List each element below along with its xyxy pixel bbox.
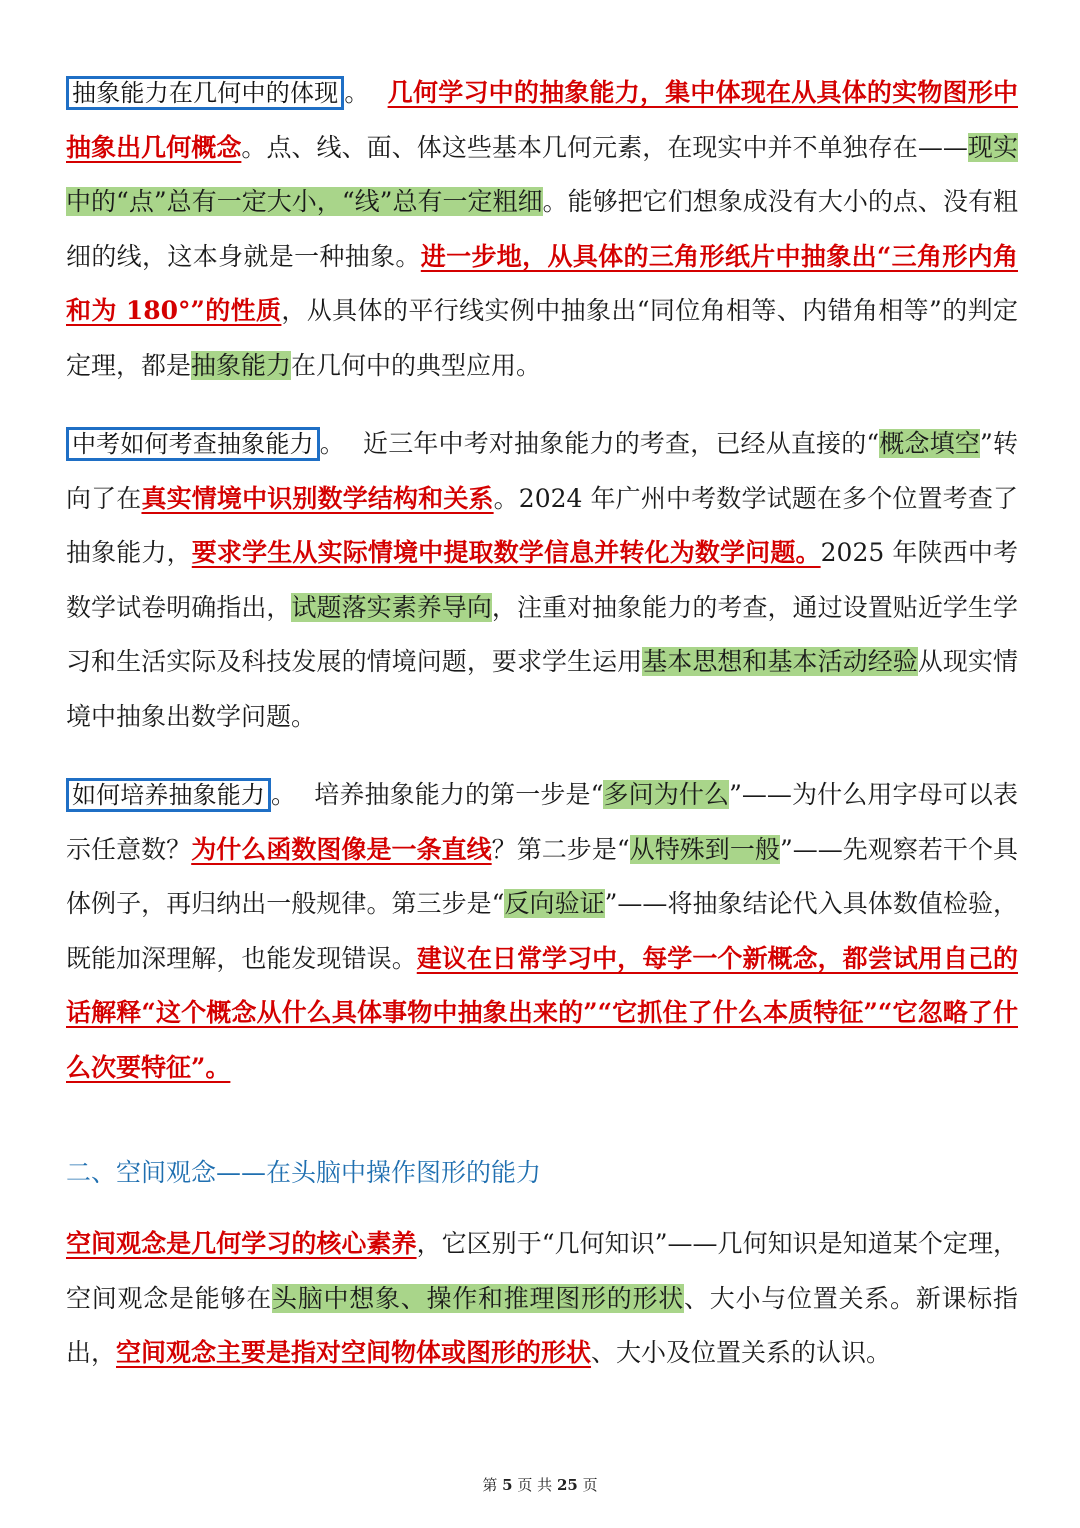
body-text: 、大小及位置关系的认识。 <box>591 1338 892 1367</box>
footer-middle: 页 共 <box>517 1476 553 1494</box>
red-emphasis: 几何学习中的抽象能力，集中体现在从具体的实物图形中抽象出几何概念 <box>66 78 1018 162</box>
green-highlight: 多问为什么 <box>603 780 730 809</box>
green-highlight: 基本思想和基本活动经验 <box>642 647 918 676</box>
label-period: 。 <box>344 78 370 107</box>
green-highlight: 反向验证 <box>504 889 605 918</box>
red-emphasis: 真实情境中识别数学结构和关系 <box>141 483 494 513</box>
body-text: 从现实情境中抽象出数学问题。 <box>66 647 1018 731</box>
green-highlight: 头脑中想象、操作和推理图形的形状 <box>272 1283 684 1313</box>
body-text: 在几何中的典型应用。 <box>291 350 542 380</box>
section-label-box: 如何培养抽象能力 <box>66 778 271 812</box>
body-text: ”——为什么用字母可以表示任意数？ <box>66 780 1018 864</box>
red-emphasis: 为什么函数图像是一条直线 <box>191 834 492 864</box>
body-text: 2025 年陕西中考数学试卷明确指出， <box>66 538 1018 622</box>
body-text: 。能够把它们想象成没有大小的点、没有粗细的线，这本身就是一种抽象。 <box>66 187 1018 271</box>
red-emphasis: 建议在日常学习中，每学一个新概念，都尝试用自己的话解释“这个概念从什么具体事物中抽象出来的”“它抓住了什么本质特征”“它忽略了什么次要特征”。 <box>66 943 1018 1082</box>
section-heading-spatial-concept: 二、空间观念——在头脑中操作图形的能力 <box>66 1158 542 1187</box>
body-text: ，从具体的平行线实例中抽象出“同位角相等、内错角相等”的判定定理，都是 <box>66 296 1018 380</box>
body-text: 近三年中考对抽象能力的考查，已经从直接的“ <box>362 429 880 458</box>
green-highlight: 现实中的“点”总有一定大小，“线”总有一定粗细 <box>66 132 1018 216</box>
body-text: ”——先观察若干个具体例子，再归纳出一般规律。第三步是“ <box>66 834 1018 918</box>
red-emphasis: 空间观念是几何学习的核心素养 <box>66 1229 417 1258</box>
green-highlight: 概念填空 <box>879 429 981 458</box>
section-label-box: 中考如何考查抽象能力 <box>66 427 320 461</box>
label-period: 。 <box>319 429 345 458</box>
body-text: 。2024 年广州中考数学试题在多个位置考查了抽象能力， <box>66 483 1018 567</box>
paragraph-spatial-concept <box>66 1217 1018 1381</box>
body-text: ，它区别于“几何知识”——几何知识是知道某个定理，空间观念是能够在 <box>66 1229 1018 1313</box>
red-emphasis: 要求学生从实际情境中提取数学信息并转化为数学问题。 <box>191 538 821 567</box>
paragraph-exam-abstraction <box>66 417 1018 744</box>
green-highlight: 抽象能力 <box>191 350 292 380</box>
page-footer <box>0 1474 1080 1495</box>
body-text: 。点、线、面、体这些基本几何元素，在现实中并不单独存在—— <box>241 132 968 162</box>
body-text: 、大小与位置关系。新课标指出， <box>66 1283 1018 1367</box>
red-emphasis: 空间观念主要是指对空间物体或图形的形状 <box>116 1338 592 1367</box>
label-period: 。 <box>270 780 297 809</box>
red-emphasis: 进一步地，从具体的三角形纸片中抽象出“三角形内角和为 180°”的性质 <box>66 241 1018 325</box>
footer-page-number: 5 <box>502 1476 513 1494</box>
body-text: ？第二步是“ <box>491 834 630 864</box>
body-text: ”——将抽象结论代入具体数值检验，既能加深理解，也能发现错误。 <box>66 889 1018 973</box>
green-highlight: 试题落实素养导向 <box>291 592 492 622</box>
paragraph-cultivate-abstraction <box>66 768 1018 1095</box>
document-page <box>66 66 1018 1381</box>
footer-suffix: 页 <box>582 1476 598 1494</box>
body-text: ，注重对抽象能力的考查，通过设置贴近学生学习和生活实际及科技发展的情境问题，要求学生运用 <box>66 592 1018 676</box>
footer-total-pages: 25 <box>556 1476 578 1494</box>
paragraph-abstraction-geometry <box>66 66 1018 393</box>
body-text: 培养抽象能力的第一步是“ <box>314 780 604 809</box>
footer-prefix: 第 <box>482 1476 498 1494</box>
section-label-box: 抽象能力在几何中的体现 <box>66 76 344 110</box>
green-highlight: 从特殊到一般 <box>629 834 780 864</box>
body-text: ”转向了在 <box>66 429 1018 513</box>
